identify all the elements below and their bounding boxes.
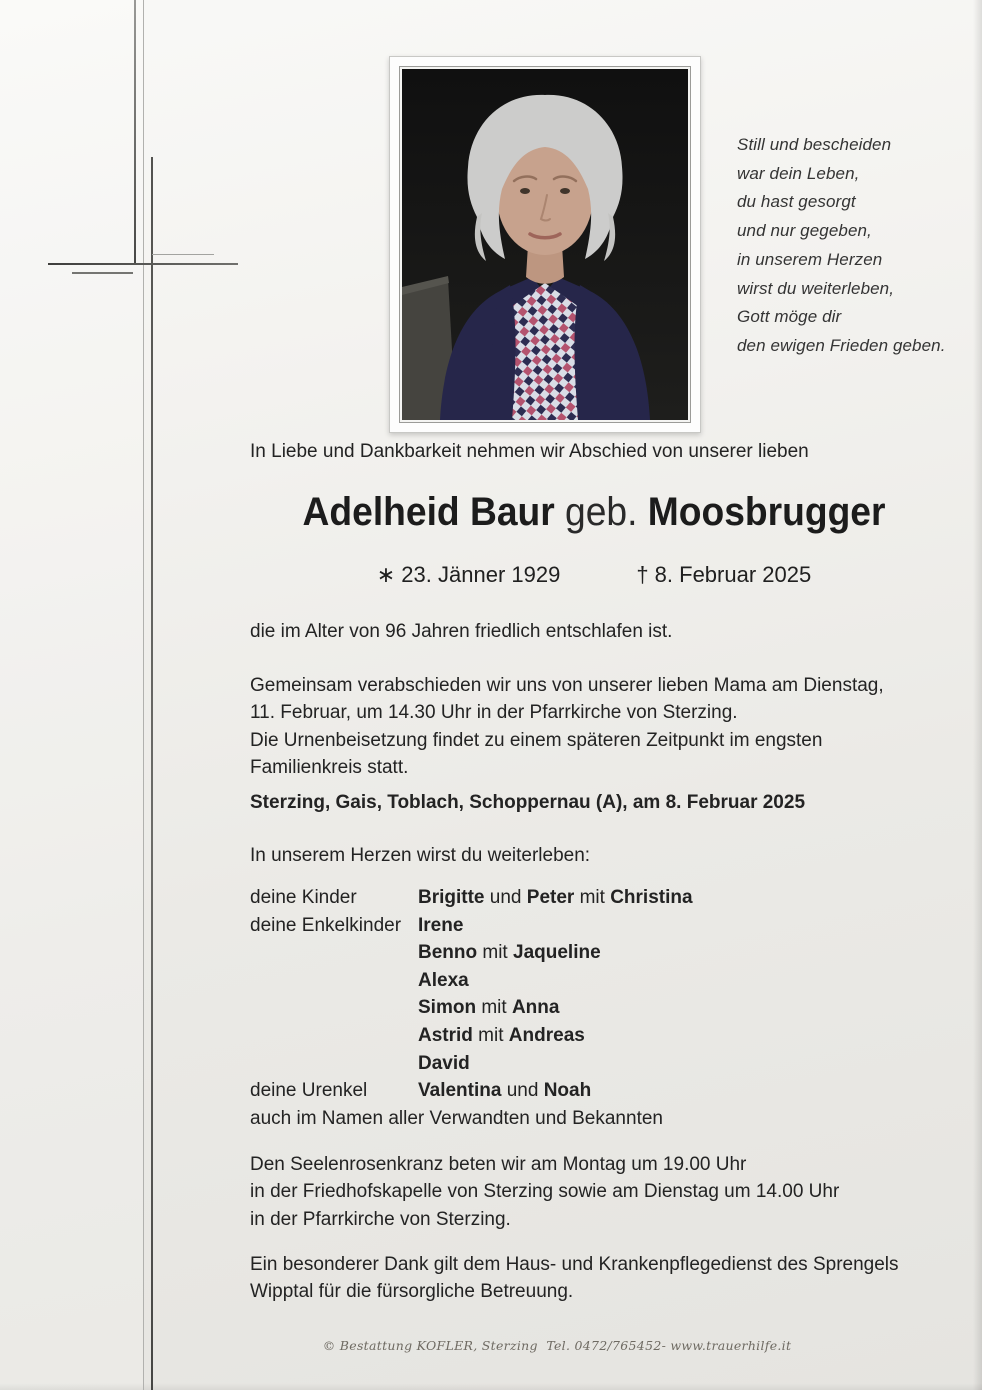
thanks-line: Wipptal für die fürsorgliche Betreuung. <box>250 1281 574 1303</box>
poem-line: du hast gesorgt <box>737 192 856 212</box>
portrait-photo-frame <box>389 56 701 433</box>
cross-horizontal-line-main <box>48 263 238 265</box>
family-label: deine Enkelkinder <box>250 914 402 936</box>
family-names: David <box>418 1052 470 1074</box>
family-label <box>250 994 418 1022</box>
age-line: die im Alter von 96 Jahren friedlich entschlafen ist. <box>250 621 673 642</box>
family-names: Valentina und Noah <box>418 1080 592 1102</box>
place-and-date-line: Sterzing, Gais, Toblach, Schoppernau (A), am 8. Februar 2025 <box>250 792 806 813</box>
family-row <box>250 884 938 912</box>
family-row <box>250 1050 938 1078</box>
scan-edge-bottom <box>0 1383 982 1390</box>
family-names: Irene <box>418 914 464 936</box>
family-list <box>250 884 938 1105</box>
poem-line: in unserem Herzen <box>737 249 883 269</box>
family-label <box>250 1022 418 1050</box>
family-row <box>250 994 938 1022</box>
cross-vertical-line-full <box>143 0 144 1390</box>
cross-horizontal-line-upper <box>152 254 214 255</box>
cross-vertical-line-lower <box>151 157 153 1390</box>
poem-line: den ewigen Frieden geben. <box>737 335 946 355</box>
cross-vertical-line-short <box>134 0 136 264</box>
poem-line: und nur gegeben, <box>737 221 872 241</box>
farewell-line: Die Urnenbeisetzung findet zu einem späteren Zeitpunkt im engsten <box>250 729 823 751</box>
rosary-line: Den Seelenrosenkranz beten wir am Montag um 19.00 Uhr <box>250 1154 747 1175</box>
birth-date: ∗ 23. Jänner 1929 <box>376 562 561 587</box>
poem-line: war dein Leben, <box>737 163 860 183</box>
memorial-poem <box>737 131 946 361</box>
family-names: Benno mit Jaqueline <box>418 942 601 964</box>
thanks-line: Ein besonderer Dank gilt dem Haus- und Krankenpflegedienst des Sprengels <box>250 1254 899 1275</box>
family-row <box>250 1022 938 1050</box>
family-label <box>250 939 418 967</box>
left-fold-panel <box>0 0 143 1390</box>
farewell-line: Familienkreis statt. <box>250 757 409 779</box>
deceased-name-heading: Adelheid Baur geb. Moosbrugger <box>302 490 886 534</box>
farewell-line: Gemeinsam verabschieden wir uns von unserer lieben Mama am Dienstag, <box>250 675 884 696</box>
farewell-paragraph <box>250 672 938 782</box>
portrait-photo <box>399 66 691 423</box>
death-date: † 8. Februar 2025 <box>636 562 812 587</box>
family-row <box>250 939 938 967</box>
farewell-line: 11. Februar, um 14.30 Uhr in der Pfarrkirche von Sterzing. <box>250 702 738 724</box>
family-label: deine Urenkel <box>250 1080 368 1102</box>
family-row <box>250 967 938 995</box>
family-row <box>250 1077 938 1105</box>
intro-line: In Liebe und Dankbarkeit nehmen wir Abschied von unserer lieben <box>250 441 809 462</box>
poem-line: wirst du weiterleben, <box>737 278 895 298</box>
hearts-line: In unserem Herzen wirst du weiterleben: <box>250 845 591 866</box>
family-names: Brigitte und Peter mit Christina <box>418 887 693 908</box>
funeral-home-footer: © Bestattung KOFLER, Sterzing Tel. 0472/765452- www.trauerhilfe.it <box>322 1338 792 1353</box>
family-names: Alexa <box>418 969 469 991</box>
poem-line: Still und bescheiden <box>737 135 892 154</box>
thanks-paragraph <box>250 1251 938 1306</box>
scan-edge-right <box>973 0 982 1390</box>
rosary-line: in der Friedhofskapelle von Sterzing sowie am Dienstag um 14.00 Uhr <box>250 1181 840 1203</box>
family-names: Astrid mit Andreas <box>418 1024 585 1046</box>
family-label: deine Kinder <box>250 887 357 908</box>
in-names-line: auch im Namen aller Verwandten und Bekannten <box>250 1108 663 1129</box>
family-label <box>250 1050 418 1078</box>
rosary-line: in der Pfarrkirche von Sterzing. <box>250 1208 511 1230</box>
rosary-paragraph <box>250 1151 938 1233</box>
family-names: Simon mit Anna <box>418 997 560 1019</box>
family-label <box>250 967 418 995</box>
portrait-illustration <box>402 69 688 420</box>
cross-horizontal-line-lower <box>72 272 133 274</box>
poem-line: Gott möge dir <box>737 307 842 327</box>
family-row <box>250 912 938 940</box>
